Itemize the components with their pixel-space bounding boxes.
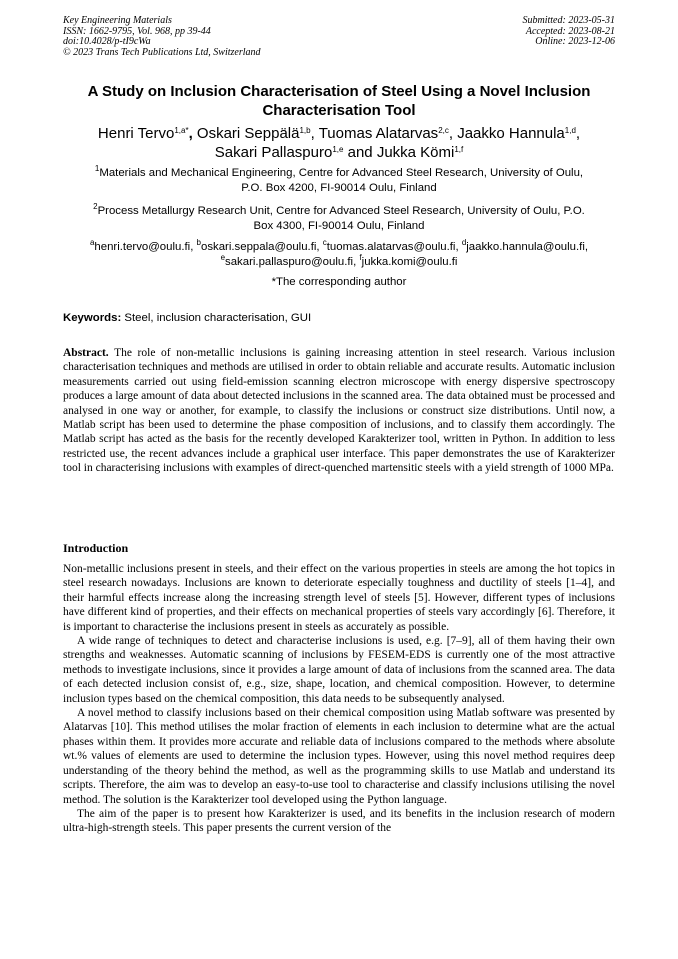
author-separator: , — [575, 125, 581, 142]
email-separator: , — [584, 241, 589, 253]
author-name: Henri Tervo — [97, 125, 175, 142]
accepted-date: Accepted: 2023-08-21 — [525, 25, 615, 37]
paragraph: A novel method to classify inclusions based on their chemical composition using Matlab software was presented by Alatarvas [10]. This method utilises the molar fraction of elements in each inclusion to determine what are the actual phases within them. It provides more accurate and reliable data of inclusions compared to the methods where absolute wt.% values of elements are used to determine the inclusion types. However, using this novel method requires deep understanding of the theory behind the method, as well as the programming skills to use Matlab and understand its scripts. Therefore, the aim was to develop an easy-to-use tool to characterise and classify inclusions utilising the novel method. The solution is the Karakterizer tool developed using the Python language. — [63, 707, 615, 806]
author-name: Oskari Seppälä — [196, 125, 300, 142]
email-link[interactable]: jukka.komi@oulu.fi — [361, 255, 458, 268]
paragraph: A wide range of techniques to detect and characterise inclusions is used, e.g. [7–9], all of them having their own strengths and weaknesses. Automatic scanning of inclusions by FESEM-EDS is currently one of the most attractive methods to investigate inclusions, since it provides a large amount of data of inclusions from the scanned area. The data of each detected inclusion consist of, e.g., size, shape, location, and chemical composition. However, to determine inclusion types based on the chemical composition, this data needs to be subsequently analysed. — [63, 635, 615, 705]
author-superscript: 2,c — [438, 126, 449, 135]
online-date: Online: 2023-12-06 — [535, 36, 615, 47]
journal-issn: ISSN: 1662-9795, Vol. 968, pp 39-44 — [63, 25, 211, 37]
email-link[interactable]: jaakko.hannula@oulu.fi — [466, 241, 585, 253]
author-superscript: 1,b — [299, 126, 311, 135]
paper-title — [50, 82, 628, 120]
author-name: Tuomas Alatarvas — [318, 125, 439, 142]
corresponding-author-note: *The corresponding author — [271, 276, 407, 288]
email-superscript: a — [89, 238, 95, 247]
introduction-body — [63, 562, 615, 836]
author-separator: , — [188, 125, 197, 142]
affiliation-line: Materials and Mechanical Engineering, Centre for Advanced Steel Research, University of Oulu, — [99, 167, 584, 179]
affiliation-line: Box 4300, FI-90014 Oulu, Finland — [253, 219, 425, 232]
paragraph: Non-metallic inclusions present in steels, and their effect on the various properties in steels are among the hot topics in steel research nowadays. Inclusions are known to deteriorate especially toughness and ductility of steels [1–4], and their harmful effects increase along the increasing strength level of steels [5]. However, different types of inclusions have different kind of properties, and their effects on mechanical properties of steels vary accordingly [6]. Therefore, it is important to characterise the inclusions present in steels as accurately as possible. — [63, 563, 615, 633]
author-separator: and — [343, 144, 377, 161]
email-superscript: b — [196, 238, 201, 247]
abstract-label: Abstract. — [63, 347, 109, 359]
email-link[interactable]: henri.tervo@oulu.fi — [94, 241, 191, 253]
journal-header-left — [63, 16, 261, 58]
affiliation-superscript: 2 — [93, 202, 98, 211]
paper-title-line: A Study on Inclusion Characterisation of Steel Using a Novel Inclusion — [87, 83, 591, 100]
submitted-date: Submitted: 2023-05-31 — [522, 15, 615, 26]
author-name: Jukka Kömi — [376, 144, 455, 161]
section-heading-introduction: Introduction — [63, 541, 129, 555]
email-link[interactable]: tuomas.alatarvas@oulu.fi — [326, 241, 456, 253]
author-superscript: 1,a* — [174, 126, 189, 135]
author-list — [40, 124, 638, 162]
email-link[interactable]: sakari.pallaspuro@oulu.fi — [225, 255, 354, 268]
email-superscript: c — [322, 238, 327, 247]
email-separator: , — [190, 241, 197, 253]
email-separator: , — [316, 241, 323, 253]
keywords-text: Steel, inclusion characterisation, GUI — [121, 312, 312, 324]
journal-name: Key Engineering Materials — [63, 15, 172, 26]
author-superscript: 1,f — [454, 145, 464, 154]
author-superscript: 1,e — [332, 145, 344, 154]
author-emails — [63, 240, 615, 269]
author-separator: , — [448, 125, 458, 142]
affiliation-line: P.O. Box 4200, FI-90014 Oulu, Finland — [241, 181, 437, 194]
email-link[interactable]: oskari.seppala@oulu.fi — [201, 241, 317, 253]
journal-doi[interactable]: doi:10.4028/p-tI9cWa — [63, 36, 151, 47]
keywords-label: Keywords: — [63, 312, 122, 324]
abstract-text: The role of non-metallic inclusions is gaining increasing attention in steel research. Various inclusion characterisation techniques and methods are utilised in order to obtain reliable and accurate results. Automatic inclusion measurements carried out using field-emission scanning electron microscope with energy dispersive spectroscopy produces a large amount of data about detected inclusions in the scanned area. The data obtained must be processed and analysed in one way or another, for example, to classify the inclusions or construct size distributions. Until now, a Matlab script has been used to determine the phase composition of inclusions, and to classify them accordingly. The Matlab script has acted as the basis for the recently developed Karakterizer tool, written in Python. In addition to less restricted use, the recent advances include a graphical user interface. This paper demonstrates the use of Karakterizer tool in characterising inclusions with examples of direct-quenched martensitic steels with a yield strength of 1000 MPa. — [63, 347, 615, 475]
affiliation-line: Process Metallurgy Research Unit, Centre for Advanced Steel Research, University of Oulu, P.O. — [97, 205, 585, 217]
email-separator: , — [455, 241, 462, 253]
affiliation-1 — [63, 166, 615, 195]
email-superscript: f — [359, 252, 362, 262]
affiliation-2 — [63, 204, 615, 233]
journal-header-right — [523, 16, 616, 48]
email-superscript: e — [220, 252, 226, 262]
journal-copyright: © 2023 Trans Tech Publications Ltd, Switzerland — [63, 46, 261, 58]
author-name: Sakari Pallaspuro — [214, 144, 333, 161]
author-superscript: 1,d — [564, 126, 576, 135]
keywords — [63, 311, 615, 326]
abstract — [63, 346, 615, 476]
author-name: Jaakko Hannula — [457, 125, 565, 142]
paragraph: The aim of the paper is to present how Karakterizer is used, and its benefits in the inclusion research of modern ultra-high-strength steels. This paper presents the current version of the — [63, 807, 615, 835]
affiliation-superscript: 1 — [94, 164, 100, 173]
author-separator: , — [310, 125, 319, 142]
paper-title-line: Characterisation Tool — [262, 102, 416, 119]
email-superscript: d — [461, 238, 467, 247]
email-separator: , — [353, 255, 360, 268]
